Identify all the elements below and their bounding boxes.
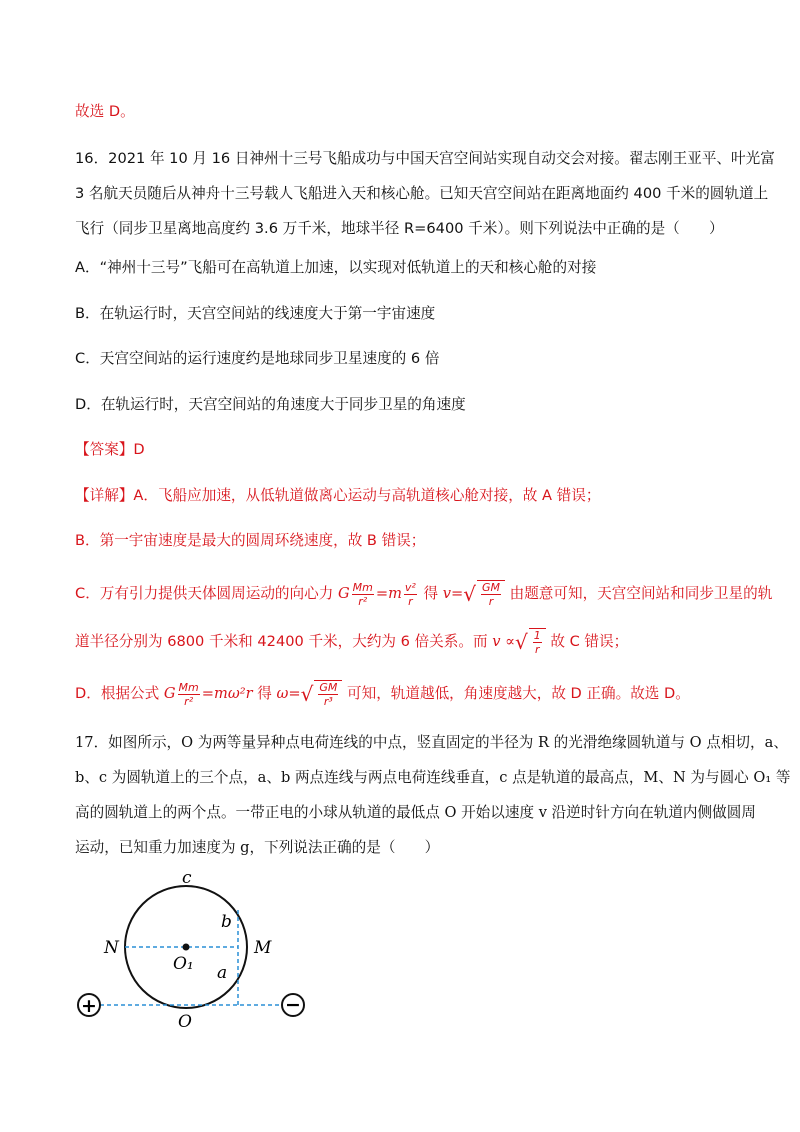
q16-option-d: D．在轨运行时，天宫空间站的角速度大于同步卫星的角速度 <box>75 396 466 413</box>
m-omega-squared-r: mω²r <box>213 685 253 702</box>
q16-detail-c-line-2: 道半径分别为 6800 千米和 42400 千米，大约为 6 倍关系。而 v ∝√ $\frac{1}{r}$ 故 C 错误； <box>75 629 629 656</box>
q16-option-a: A．“神州十三号”飞船可在高轨道上加速，以实现对低轨道上的天和核心舱的对接 <box>75 259 597 276</box>
fraction-v2-over-r: $\frac{\text{v²}}{r}$ <box>404 580 416 608</box>
q16-detail-d: D．根据公式 G $\frac{Mm}{\text{r²}}$ =mω²r 得 ω=√ $\frac{GM}{\text{r³}}$ 可知，轨道越低，角速度越大，故 D 正确。故选 D。 <box>75 680 690 708</box>
q16-option-b: B．在轨运行时，天宫空间站的线速度大于第一宇宙速度 <box>75 305 436 322</box>
q16-stem-line-1: 16．2021 年 10 月 16 日神州十三号飞船成功与中国天宫空间站实现自动交会对接。翟志刚王亚平、叶光富 <box>75 150 775 167</box>
q17-stem-line-4: 运动，已知重力加速度为 g，下列说法正确的是（ ） <box>75 839 440 856</box>
q16-detail-b: B．第一宇宙速度是最大的圆周环绕速度，故 B 错误； <box>75 532 426 549</box>
sqrt-gm-over-r: $\frac{GM}{r}$ <box>477 580 505 608</box>
label-o1: O₁ <box>173 954 194 974</box>
label-m: M <box>254 938 272 958</box>
label-b: b <box>221 912 232 932</box>
proportional-expr: v ∝ <box>492 633 515 650</box>
positive-charge-icon <box>78 994 100 1017</box>
q16-stem-line-2: 3 名航天员随后从神舟十三号载人飞船进入天和核心舱。已知天宫空间站在距离地面约 400 千米的圆轨道上 <box>75 185 769 202</box>
q16-option-c: C．天宫空间站的运行速度约是地球同步卫星速度的 6 倍 <box>75 350 440 367</box>
sqrt-symbol: √ <box>463 582 476 606</box>
svg-text:−: − <box>285 994 301 1016</box>
prev-conclusion: 故选 D。 <box>75 103 135 120</box>
q16-stem-line-3: 飞行（同步卫星离地高度约 3.6 万千米，地球半径 R=6400 千米）。则下列说法中正确的是（ ） <box>75 220 724 237</box>
label-a: a <box>217 963 228 983</box>
label-o: O <box>178 1012 192 1032</box>
q16-detail-c-line-1: C．万有引力提供天体圆周运动的向心力 G $\frac{Mm}{\text{r²}}$ =m $\frac{\text{v²}}{r}$ 得 v=√ $\frac{GM}{r}$ 由题意可知，天宫空间站和同步卫星的轨 <box>75 580 773 608</box>
svg-text:+: + <box>81 995 97 1017</box>
equals-sign: = <box>375 585 389 602</box>
label-n: N <box>104 938 119 958</box>
label-c: c <box>182 868 192 888</box>
sqrt-one-over-r: $\frac{1}{r}$ <box>529 628 546 656</box>
circular-track-figure <box>70 865 330 1035</box>
center-dot <box>183 944 190 951</box>
q16-answer: 【答案】D <box>75 441 145 458</box>
negative-charge-icon <box>282 994 304 1016</box>
formula-g: G <box>337 585 350 602</box>
fraction-mm-over-r2: $\frac{Mm}{\text{r²}}$ <box>352 580 373 608</box>
q16-detail-a: 【详解】A．飞船应加速，从低轨道做离心运动与高轨道核心舱对接，故 A 错误； <box>75 487 601 504</box>
sqrt-gm-over-r3: $\frac{GM}{\text{r³}}$ <box>314 680 342 708</box>
q17-stem-line-3: 高的圆轨道上的两个点。一带正电的小球从轨道的最低点 O 开始以速度 v 沿逆时针方向在轨道内侧做圆周 <box>75 804 756 821</box>
fraction-mm-over-r2: $\frac{Mm}{\text{r²}}$ <box>178 680 199 708</box>
sqrt-symbol: √ <box>300 682 314 706</box>
q17-stem-line-2: b、c 为圆轨道上的三个点，a、b 两点连线与两点电荷连线垂直，c 点是轨道的最高点，M、N 为与圆心 O₁ 等 <box>75 769 791 786</box>
detail-c-text-pre: C．万有引力提供天体圆周运动的向心力 <box>75 585 334 602</box>
sqrt-symbol: √ <box>514 630 528 654</box>
q17-stem-line-1: 17．如图所示，O 为两等量异种点电荷连线的中点，竖直固定的半径为 R 的光滑绝缘圆轨道与 O 点相切，a、 <box>75 734 788 751</box>
